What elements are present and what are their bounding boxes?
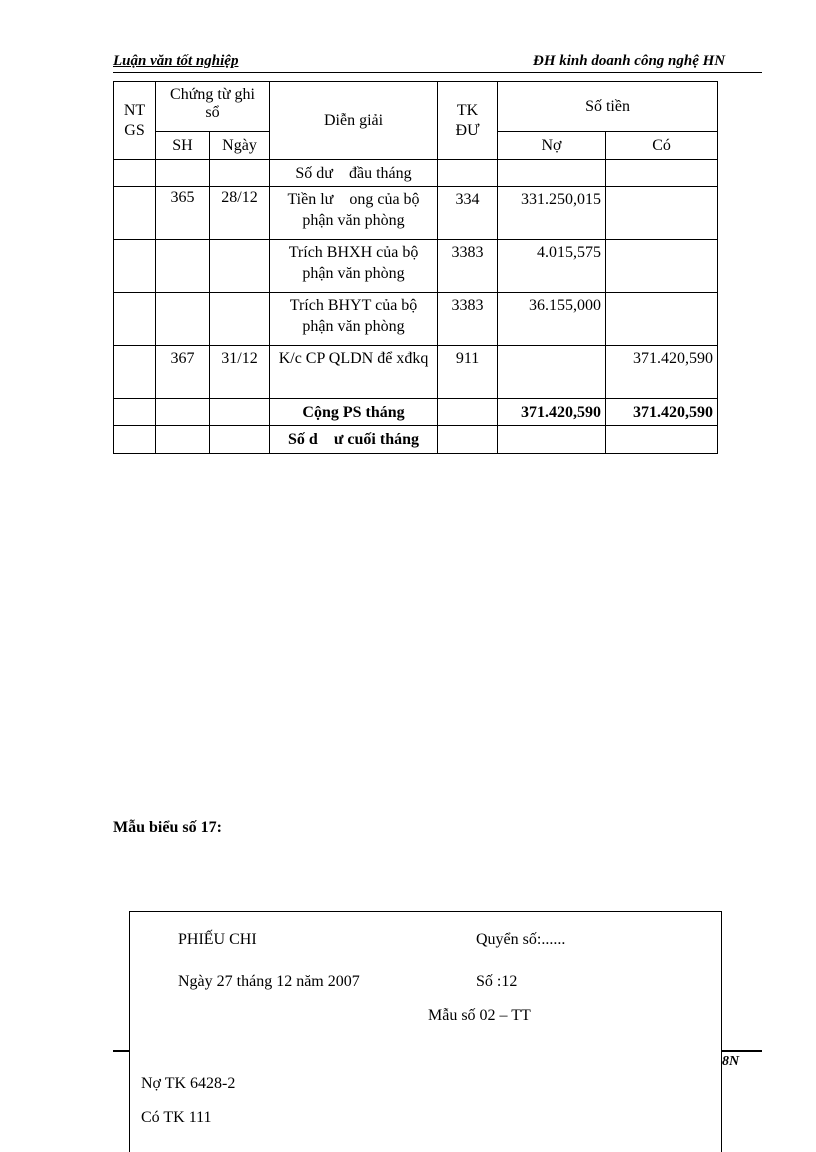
total-no: 371.420,590 [498,399,606,426]
voucher-credit: Có TK 111 [141,1109,212,1126]
col-header-tkdu: TK ĐƯ [438,82,498,160]
cell-tk: 3383 [438,240,498,293]
cell-empty [438,399,498,426]
cell-no: 4.015,575 [498,240,606,293]
total-co: 371.420,590 [606,399,718,426]
cell-ngay: 28/12 [210,187,270,240]
cell-tk: 911 [438,346,498,399]
cell-sh: 365 [156,187,210,240]
header-right-title: ĐH kinh doanh công nghệ HN [533,53,726,69]
table-row [114,240,718,293]
cell-co [606,240,718,293]
cell-ntgs [114,187,156,240]
cell-empty [114,160,156,187]
col-header-ntgs: NT GS [114,82,156,160]
cell-no: 331.250,015 [498,187,606,240]
cell-ntgs [114,240,156,293]
footer-fragment: 8N [722,1054,740,1069]
cell-ntgs [114,346,156,399]
cell-tk: 334 [438,187,498,240]
cell-empty [114,399,156,426]
payment-voucher-box [129,911,722,1152]
col-header-sotien: Số tiền [498,82,718,132]
cell-ntgs [114,293,156,346]
col-header-chungtu: Chứng từ ghi sổ [156,82,270,132]
cell-empty [438,160,498,187]
voucher-debit: Nợ TK 6428-2 [141,1075,236,1092]
table-row [114,346,718,399]
voucher-book: Quyển số:...... [476,931,566,948]
opening-balance-label: Số dư đầu tháng [270,160,438,187]
voucher-title: PHIẾU CHI [178,931,257,948]
cell-empty [210,160,270,187]
cell-empty [114,426,156,454]
cell-empty [156,426,210,454]
cell-dien-giai: Trích BHXH của bộ phận văn phòng [270,240,438,293]
cell-empty [210,426,270,454]
footer-rule-right [720,1050,762,1052]
cell-sh [156,240,210,293]
cell-empty [498,426,606,454]
cell-empty [210,399,270,426]
cell-empty [438,426,498,454]
table-row [114,293,718,346]
total-label: Cộng PS tháng [270,399,438,426]
closing-balance-row [114,426,718,454]
cell-dien-giai: Trích BHYT của bộ phận văn phòng [270,293,438,346]
col-header-co: Có [606,132,718,160]
header-left-title: Luận văn tốt nghiệp [113,53,239,69]
cell-ngay [210,293,270,346]
cell-empty [606,160,718,187]
cell-ngay [210,240,270,293]
cell-empty [156,160,210,187]
cell-co [606,293,718,346]
col-header-diengiai: Diễn giải [270,82,438,160]
cell-empty [606,426,718,454]
cell-empty [498,160,606,187]
cell-dien-giai: K/c CP QLDN để xđkq [270,346,438,399]
cell-tk: 3383 [438,293,498,346]
ledger-table [113,81,718,454]
voucher-date: Ngày 27 tháng 12 năm 2007 [178,973,360,990]
total-row [114,399,718,426]
closing-balance-label: Số d ư cuối tháng [270,426,438,454]
cell-dien-giai: Tiền lư ong của bộ phận văn phòng [270,187,438,240]
cell-ngay: 31/12 [210,346,270,399]
cell-co: 371.420,590 [606,346,718,399]
col-header-ngay: Ngày [210,132,270,160]
cell-co [606,187,718,240]
table-row [114,187,718,240]
col-header-sh: SH [156,132,210,160]
cell-no [498,346,606,399]
cell-sh: 367 [156,346,210,399]
cell-empty [156,399,210,426]
col-header-no: Nợ [498,132,606,160]
voucher-form-code: Mẫu số 02 – TT [428,1007,531,1024]
voucher-number: Số :12 [476,973,518,990]
form-title: Mẫu biểu số 17: [113,819,222,836]
cell-no: 36.155,000 [498,293,606,346]
header-rule [113,72,762,73]
opening-balance-row [114,160,718,187]
cell-sh [156,293,210,346]
